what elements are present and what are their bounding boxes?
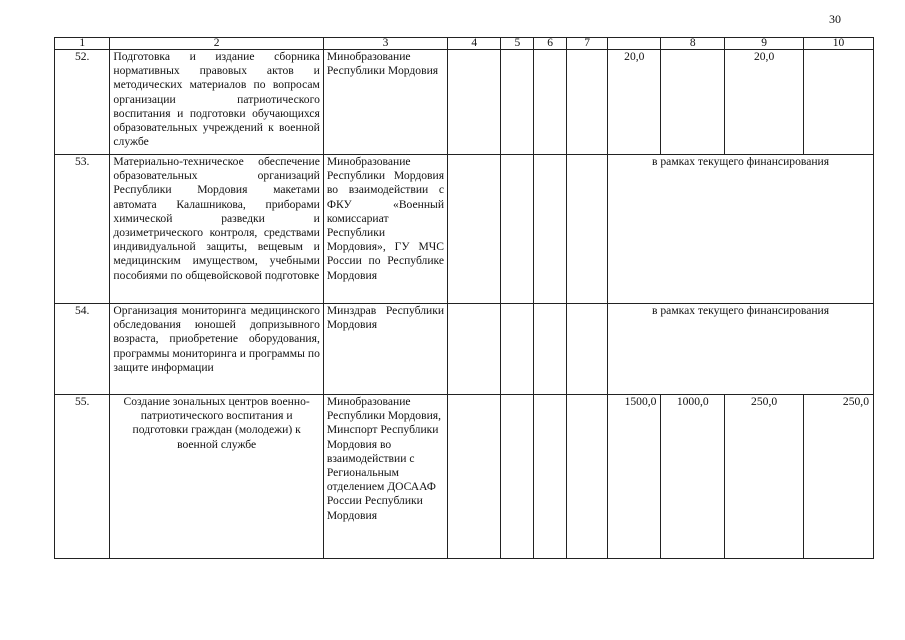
funding-col9-cell: 20,0 <box>725 50 804 155</box>
column-number-row <box>55 38 874 50</box>
table-row <box>55 304 874 395</box>
activity-name: Создание зональных центров военно-патриотического воспитания и подготовки граждан (молодежи) к военной службе <box>110 395 323 559</box>
activity-name: Материально-техническое обеспечение образовательных организаций Республики Мордовия макетами автомата Калашникова, приборами химической разведки и дозиметрического контроля, средствами индивидуальной защиты, вещевым и медицинским имуществом, учебными пособиями по общевойсковой подготовке <box>110 155 323 304</box>
column-header: 9 <box>725 38 804 50</box>
column-header: 6 <box>534 38 567 50</box>
executor-cell: Минобразование Республики Мордовия во взаимодействии с ФКУ «Военный комиссариат Республики Мордовия», ГУ МЧС России по Республике Мордовия <box>323 155 447 304</box>
row-number: 55. <box>55 395 110 559</box>
column-header: 8 <box>661 38 725 50</box>
empty-cell <box>448 155 501 304</box>
empty-cell <box>448 395 501 559</box>
financing-note: в рамках текущего финансирования <box>608 304 874 395</box>
column-header <box>608 38 661 50</box>
empty-cell <box>534 395 567 559</box>
column-header: 4 <box>448 38 501 50</box>
activity-name: Организация мониторинга медицинского обследования юношей допризывного возраста, приобретение оборудования, программы мониторинга и программы по защите информации <box>110 304 323 395</box>
empty-cell <box>448 50 501 155</box>
empty-cell <box>501 155 534 304</box>
empty-cell <box>501 50 534 155</box>
column-header: 3 <box>323 38 447 50</box>
row-number: 52. <box>55 50 110 155</box>
empty-cell <box>567 50 608 155</box>
row-number: 54. <box>55 304 110 395</box>
page-number: 30 <box>829 12 841 26</box>
row-number: 53. <box>55 155 110 304</box>
column-header: 5 <box>501 38 534 50</box>
table-row <box>55 155 874 304</box>
column-header: 7 <box>567 38 608 50</box>
empty-cell <box>501 395 534 559</box>
funding-col8-cell <box>661 50 725 155</box>
funding-col8-cell: 1000,0 <box>661 395 725 559</box>
program-activities-table <box>54 37 874 559</box>
empty-cell <box>534 50 567 155</box>
empty-cell <box>448 304 501 395</box>
funding-col10-cell <box>804 50 874 155</box>
column-header: 2 <box>110 38 323 50</box>
total-funding-cell: 1500,0 <box>608 395 661 559</box>
column-header: 10 <box>804 38 874 50</box>
financing-note: в рамках текущего финансирования <box>608 155 874 304</box>
activity-name: Подготовка и издание сборника нормативных правовых актов и методических материалов по вопросам организации патриотического воспитания и подготовки обучающихся образовательных учреждений к военной службе <box>110 50 323 155</box>
funding-col9-cell: 250,0 <box>725 395 804 559</box>
executor-cell: Минобразование Республики Мордовия <box>323 50 447 155</box>
table-row <box>55 395 874 559</box>
empty-cell <box>567 304 608 395</box>
empty-cell <box>501 304 534 395</box>
empty-cell <box>567 395 608 559</box>
total-funding-cell: 20,0 <box>608 50 661 155</box>
funding-col10-cell: 250,0 <box>804 395 874 559</box>
empty-cell <box>534 304 567 395</box>
table-row <box>55 50 874 155</box>
empty-cell <box>534 155 567 304</box>
executor-cell: Минздрав Республики Мордовия <box>323 304 447 395</box>
empty-cell <box>567 155 608 304</box>
column-header: 1 <box>55 38 110 50</box>
executor-cell: Минобразование Республики Мордовия, Минспорт Республики Мордовия во взаимодействии с Региональным отделением ДОСААФ России Республики Мордовия <box>323 395 447 559</box>
